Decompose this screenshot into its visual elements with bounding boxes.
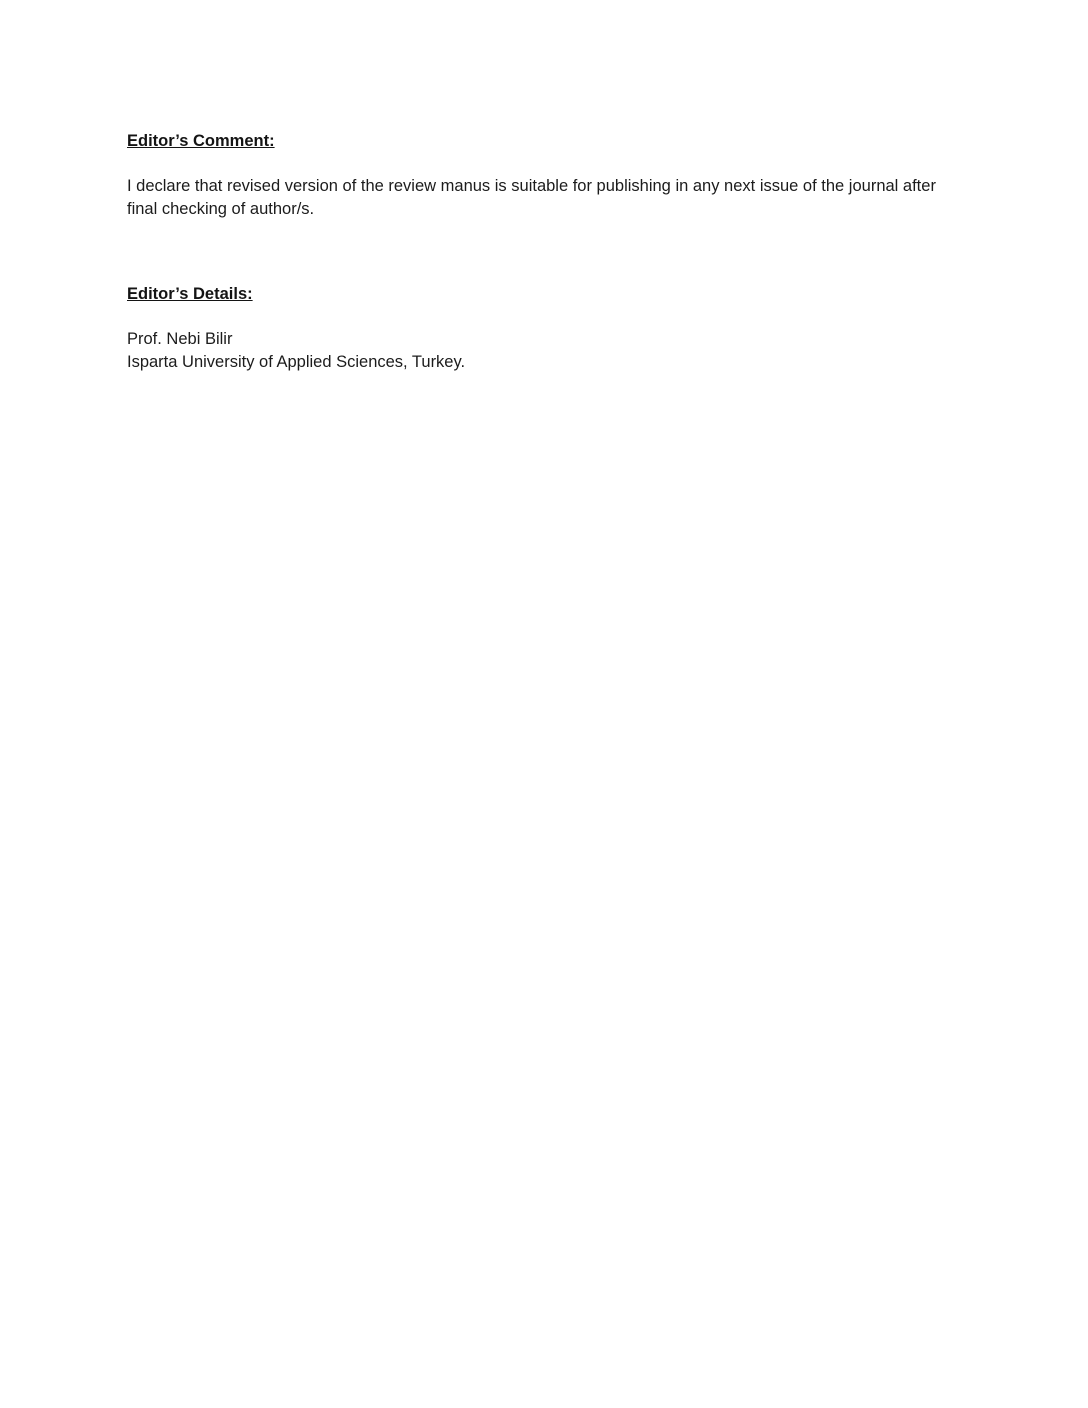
editor-details-heading: Editor’s Details: — [127, 285, 253, 303]
editor-comment-heading: Editor’s Comment: — [127, 132, 275, 150]
editor-name: Prof. Nebi Bilir — [127, 330, 233, 348]
editor-comment-body: I declare that revised version of the review manus is suitable for publishing in any next issue of the journal after final checking of author/s. — [127, 177, 936, 218]
editor-details-section — [127, 283, 960, 374]
editor-comment-section — [127, 130, 960, 221]
editor-affiliation: Isparta University of Applied Sciences, Turkey. — [127, 353, 466, 371]
